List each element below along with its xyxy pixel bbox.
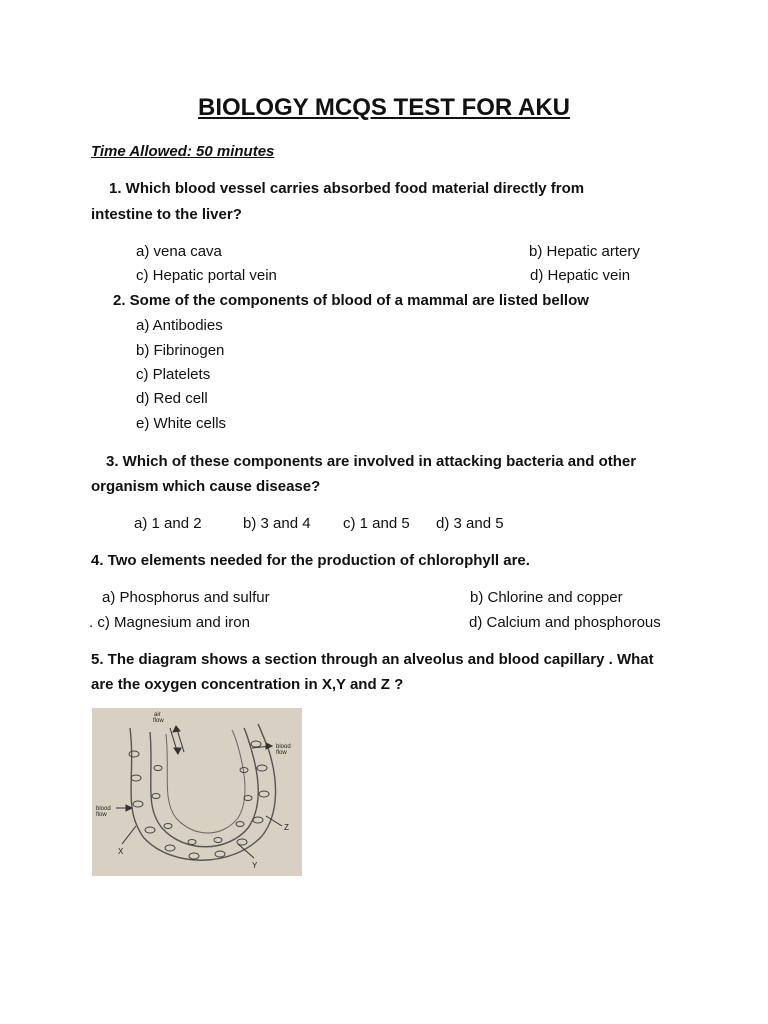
question-1-line-1: 1. Which blood vessel carries absorbed food material directly from	[109, 180, 585, 197]
question-3-option-d: d) 3 and 5	[436, 515, 504, 532]
question-1-option-d: d) Hepatic vein	[530, 267, 631, 284]
question-1-option-b: b) Hepatic artery	[529, 243, 640, 260]
diagram-label-air: air	[154, 712, 161, 718]
question-4-option-d: d) Calcium and phosphorous	[469, 614, 661, 631]
page-title: BIOLOGY MCQS TEST FOR AKU	[197, 94, 570, 121]
question-2-item: c) Platelets	[136, 366, 211, 383]
question-1-option-a: a) vena cava	[136, 243, 222, 260]
question-2-item: a) Antibodies	[136, 317, 223, 334]
alveolus-diagram-svg	[92, 708, 302, 876]
time-allowed: Time Allowed: 50 minutes	[91, 143, 275, 160]
question-4-text: 4. Two elements needed for the production of chlorophyll are.	[91, 552, 530, 569]
question-3-option-a: a) 1 and 2	[134, 515, 202, 532]
question-2-item: b) Fibrinogen	[136, 342, 225, 359]
question-3-line-2: organism which cause disease?	[91, 478, 321, 495]
question-4-option-b: b) Chlorine and copper	[470, 589, 623, 606]
diagram-label-x: X	[118, 847, 124, 856]
question-1-option-c: c) Hepatic portal vein	[136, 267, 277, 284]
question-2-item: e) White cells	[136, 415, 227, 432]
diagram-label-blood-flow-right: flow	[276, 750, 287, 756]
question-3-option-c: c) 1 and 5	[343, 515, 410, 532]
diagram-label-blood-flow-left: flow	[96, 812, 107, 818]
question-5-line-2: are the oxygen concentration in X,Y and Z ?	[91, 676, 404, 693]
question-1-line-2: intestine to the liver?	[91, 206, 242, 223]
diagram-label-blood-right: blood	[276, 744, 291, 750]
diagram-label-blood-left: blood	[96, 806, 111, 812]
diagram-label-y: Y	[252, 861, 258, 870]
question-4-option-a: a) Phosphorus and sulfur	[102, 589, 270, 606]
question-3-line-1: 3. Which of these components are involved in attacking bacteria and other	[106, 453, 637, 470]
question-5-line-1: 5. The diagram shows a section through an alveolus and blood capillary . What	[91, 651, 654, 668]
question-3-option-b: b) 3 and 4	[243, 515, 311, 532]
diagram-label-air-flow: flow	[153, 718, 164, 724]
alveolus-diagram	[92, 708, 302, 876]
question-4-option-c: . c) Magnesium and iron	[89, 614, 250, 631]
question-2-item: d) Red cell	[136, 390, 208, 407]
diagram-label-z: Z	[284, 823, 289, 832]
question-2-text: 2. Some of the components of blood of a mammal are listed bellow	[113, 292, 589, 309]
